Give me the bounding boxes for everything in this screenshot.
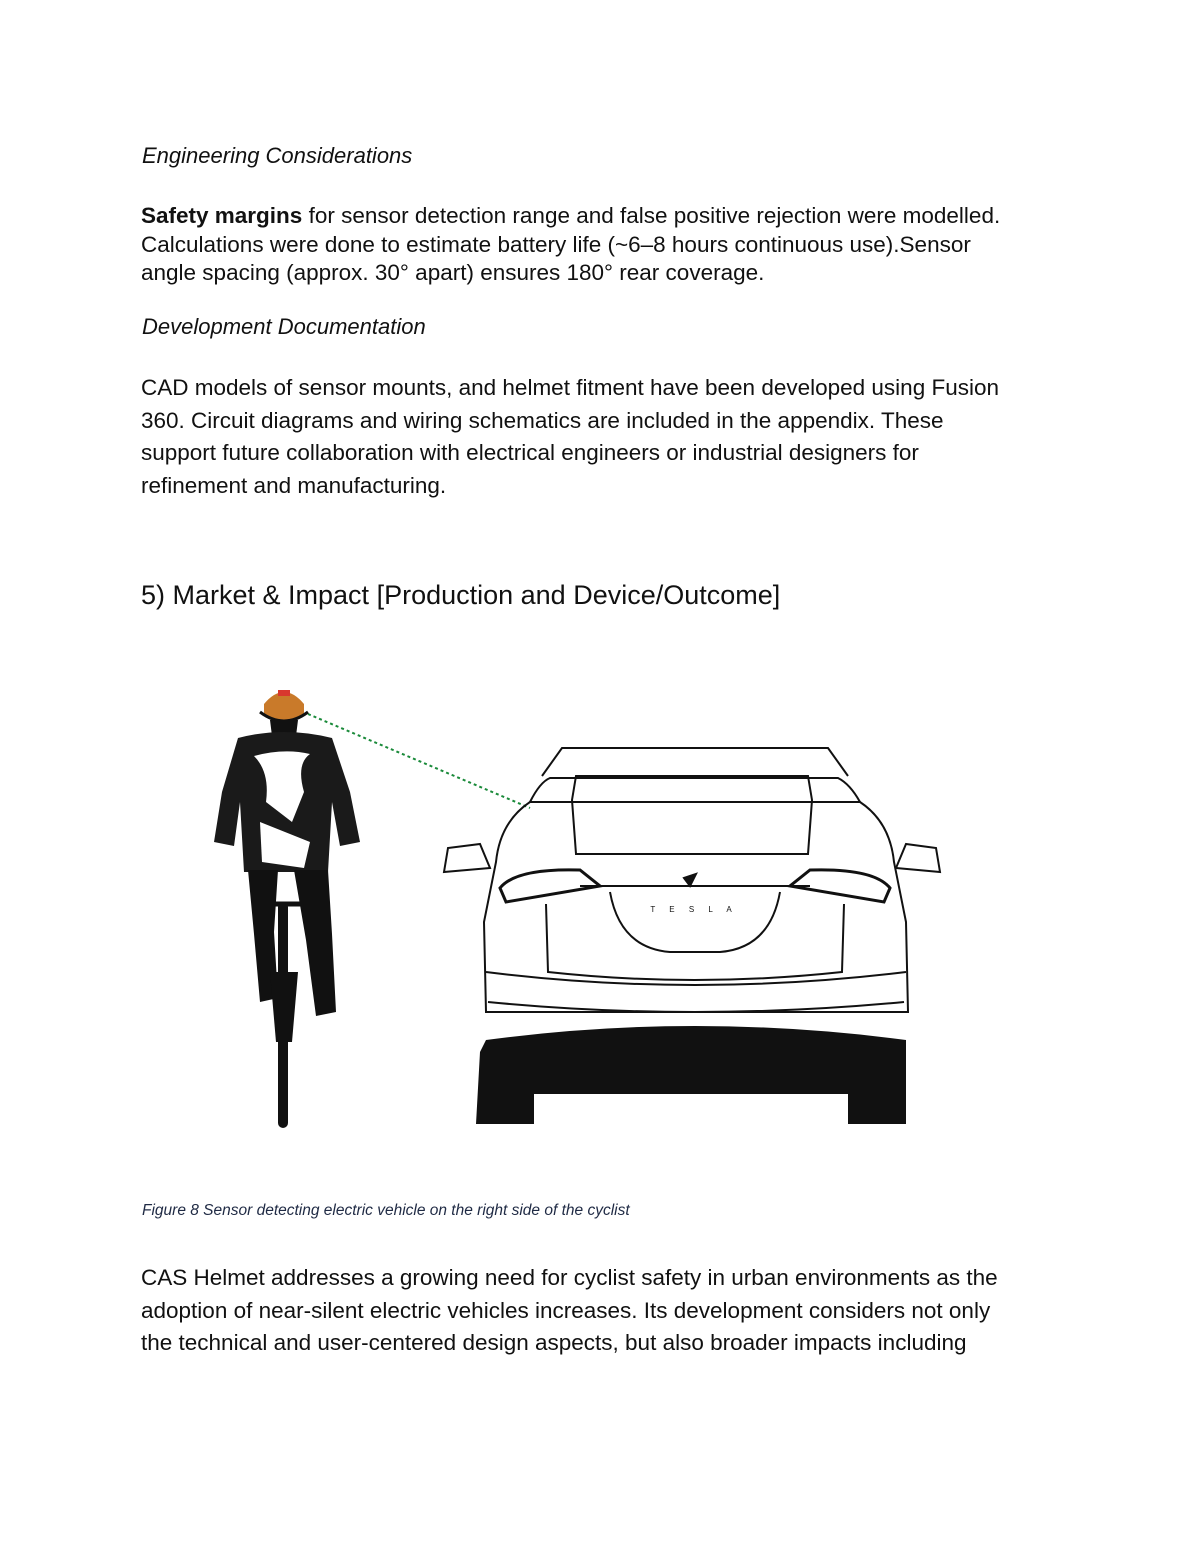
development-line: CAD models of sensor mounts, and helmet fitment have been developed using Fusion bbox=[141, 375, 999, 400]
figure-caption: Figure 8 Sensor detecting electric vehicle on the right side of the cyclist bbox=[142, 1202, 630, 1219]
development-line: 360. Circuit diagrams and wiring schematics are included in the appendix. These bbox=[141, 407, 944, 433]
engineering-line-2: Calculations were done to estimate battery life (~6–8 hours continuous use).Sensor bbox=[141, 231, 971, 257]
figure-illustration bbox=[200, 672, 960, 1142]
market-paragraph bbox=[141, 1262, 1061, 1360]
engineering-heading: Engineering Considerations bbox=[142, 143, 413, 168]
cyclist-silhouette bbox=[214, 690, 360, 1128]
engineering-line-1: for sensor detection range and false positive rejection were modelled. bbox=[302, 203, 1001, 228]
development-line: support future collaboration with electrical engineers or industrial designers for bbox=[141, 440, 919, 465]
car-badge-text: T E S L A bbox=[650, 905, 738, 914]
market-line: adoption of near-silent electric vehicles increases. Its development considers not only bbox=[141, 1297, 991, 1323]
development-line: refinement and manufacturing. bbox=[141, 472, 447, 498]
car-underbody bbox=[476, 1026, 906, 1124]
engineering-line-3: angle spacing (approx. 30° apart) ensures 180° rear coverage. bbox=[141, 260, 765, 285]
development-heading: Development Documentation bbox=[142, 314, 426, 339]
figure-cyclist-and-car bbox=[200, 672, 960, 1142]
market-line: CAS Helmet addresses a growing need for cyclist safety in urban environments as the bbox=[141, 1265, 998, 1290]
engineering-paragraph bbox=[141, 202, 1061, 288]
market-section-heading: 5) Market & Impact [Production and Device/Outcome] bbox=[141, 580, 781, 610]
electric-car-rear-view bbox=[444, 748, 940, 1012]
tesla-logo-icon bbox=[684, 874, 696, 886]
safety-margins-bold: Safety margins bbox=[141, 203, 303, 228]
sensor-light-icon bbox=[278, 690, 290, 696]
development-paragraph bbox=[141, 372, 1061, 502]
market-line: the technical and user-centered design aspects, but also broader impacts including bbox=[141, 1330, 967, 1355]
